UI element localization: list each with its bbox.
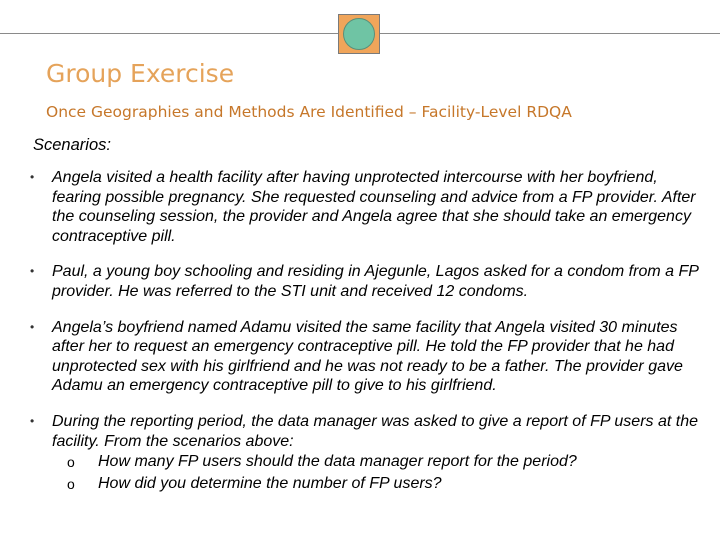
scenario-item	[30, 262, 710, 301]
page-title: Group Exercise	[46, 59, 235, 88]
question-text: How many FP users should the data manager report for the period?	[98, 453, 577, 471]
question-text: How did you determine the number of FP users?	[98, 475, 442, 493]
hollow-bullet-icon: o	[67, 454, 75, 471]
logo-square-icon	[338, 14, 380, 54]
bullet-icon: •	[30, 319, 35, 334]
question-list	[52, 451, 710, 495]
scenario-text: Paul, a young boy schooling and residing in Ajegunle, Lagos asked for a condom from a FP provider. He was referred to the STI unit and received 12 condoms.	[52, 263, 699, 300]
scenario-list	[30, 168, 710, 511]
scenario-text: Angela’s boyfriend named Adamu visited the same facility that Angela visited 30 minutes after her to request an emergency contraceptive pill. He told the FP provider that he had unprotected sex with his girlfriend and he was not ready to be a father. The provider gave Adamu an emergency contraceptive pill to give to his girlfriend.	[52, 318, 683, 395]
bullet-icon: •	[30, 170, 35, 184]
logo-circle-icon	[343, 18, 375, 50]
hollow-bullet-icon: o	[67, 476, 75, 493]
question-item	[52, 451, 710, 473]
scenario-text: Angela visited a health facility after having unprotected intercourse with her boyfriend, fearing possible pregnancy. She requested counseling and advice from a FP provider. After the counseling session, the provider and Angela agree that she should take an emergency contraceptive pill.	[52, 169, 696, 245]
scenario-item	[30, 168, 710, 246]
scenario-text: During the reporting period, the data manager was asked to give a report of FP users at the facility. From the scenarios above:	[52, 412, 698, 450]
bullet-icon: •	[30, 413, 35, 428]
scenarios-heading: Scenarios:	[33, 136, 111, 154]
page-subtitle: Once Geographies and Methods Are Identified – Facility-Level RDQA	[46, 103, 572, 121]
question-item	[52, 473, 710, 495]
scenario-item	[30, 318, 710, 396]
scenario-item	[30, 412, 710, 495]
bullet-icon: •	[30, 264, 35, 279]
